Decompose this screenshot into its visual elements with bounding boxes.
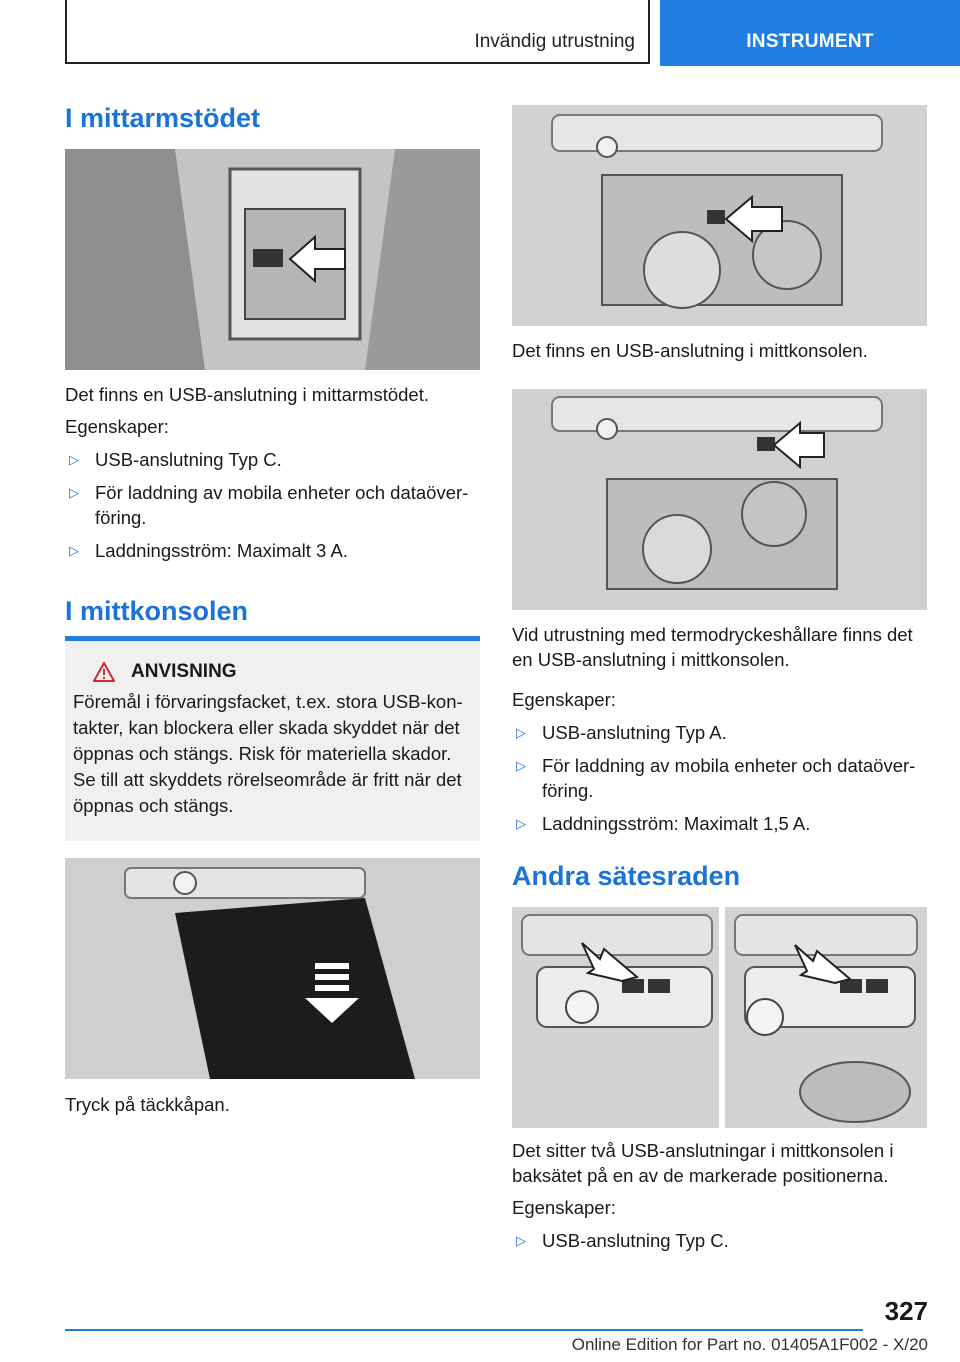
heading-andra-satesraden: Andra sätesraden: [512, 861, 741, 891]
notice-title: ANVISNING: [131, 661, 237, 682]
properties-label: Egenskaper:: [65, 416, 169, 437]
bullet-triangle-icon: ▷: [69, 543, 79, 558]
console-properties-list: [512, 720, 930, 836]
list-item: ▷ För laddning av mobila enheter och dataöver-föring.: [69, 482, 469, 528]
chapter-tab[interactable]: INSTRUMENT: [660, 0, 960, 66]
page-number: 327: [884, 1296, 928, 1326]
heading-mittkonsolen: I mittkonsolen: [65, 596, 249, 626]
footer-divider: [65, 1329, 863, 1331]
list-item: ▷ Laddningsström: Maximalt 3 A.: [69, 540, 348, 561]
list-item: ▷ USB-anslutning Typ C.: [516, 1230, 729, 1251]
edition-footer: Online Edition for Part no. 01405A1F002 - X/20: [571, 1335, 928, 1354]
notice-text: Föremål i förvaringsfacket, t.ex. stora USB-kon-takter, kan blockera eller skada skyddet när det öppnas och stängs. Risk för materiella skador. Se till att skyddets rörelseområde är fritt när det öppnas och stängs.: [73, 691, 463, 816]
list-item: ▷ USB-anslutning Typ C.: [69, 449, 282, 470]
cover-press-photo: [65, 858, 480, 1079]
thermo-holder-photo: [512, 389, 927, 610]
cover-caption: Tryck på täckkåpan.: [65, 1094, 230, 1115]
console-usb-photo: [512, 105, 927, 326]
armrest-usb-photo: [65, 149, 480, 370]
thermo-caption: Vid utrustning med termodryckeshållare finns det en USB-anslutning i mittkonsolen.: [512, 624, 913, 670]
rear-usb-photo-right: [725, 907, 927, 1128]
console-caption: Det finns en USB-anslutning i mittkonsolen.: [512, 340, 868, 361]
properties-label: Egenskaper:: [512, 689, 616, 710]
rear-properties-list: [512, 1228, 930, 1253]
rear-seat-description: Det sitter två USB-anslutningar i mittkonsolen i baksätet på en av de markerade positionerna.: [512, 1140, 894, 1186]
bullet-triangle-icon: ▷: [69, 452, 79, 467]
rear-usb-photo-left: [512, 907, 719, 1128]
heading-mittarmstodet: I mittarmstödet: [65, 103, 261, 133]
list-item: ▷ För laddning av mobila enheter och dataöver-föring.: [516, 755, 916, 801]
bullet-triangle-icon: ▷: [516, 758, 526, 773]
bullet-triangle-icon: ▷: [69, 485, 79, 500]
properties-label: Egenskaper:: [512, 1197, 616, 1218]
list-item: ▷ Laddningsström: Maximalt 1,5 A.: [516, 813, 811, 834]
armrest-description: Det finns en USB-anslutning i mittarmstödet.: [65, 384, 429, 405]
section-title: Invändig utrustning: [474, 31, 635, 52]
bullet-triangle-icon: ▷: [516, 725, 526, 740]
bullet-triangle-icon: ▷: [516, 1233, 526, 1248]
bullet-triangle-icon: ▷: [516, 816, 526, 831]
warning-triangle-icon: [93, 662, 115, 682]
armrest-properties-list: [65, 447, 480, 563]
notice-box: [65, 641, 480, 841]
list-item: ▷ USB-anslutning Typ A.: [516, 722, 727, 743]
